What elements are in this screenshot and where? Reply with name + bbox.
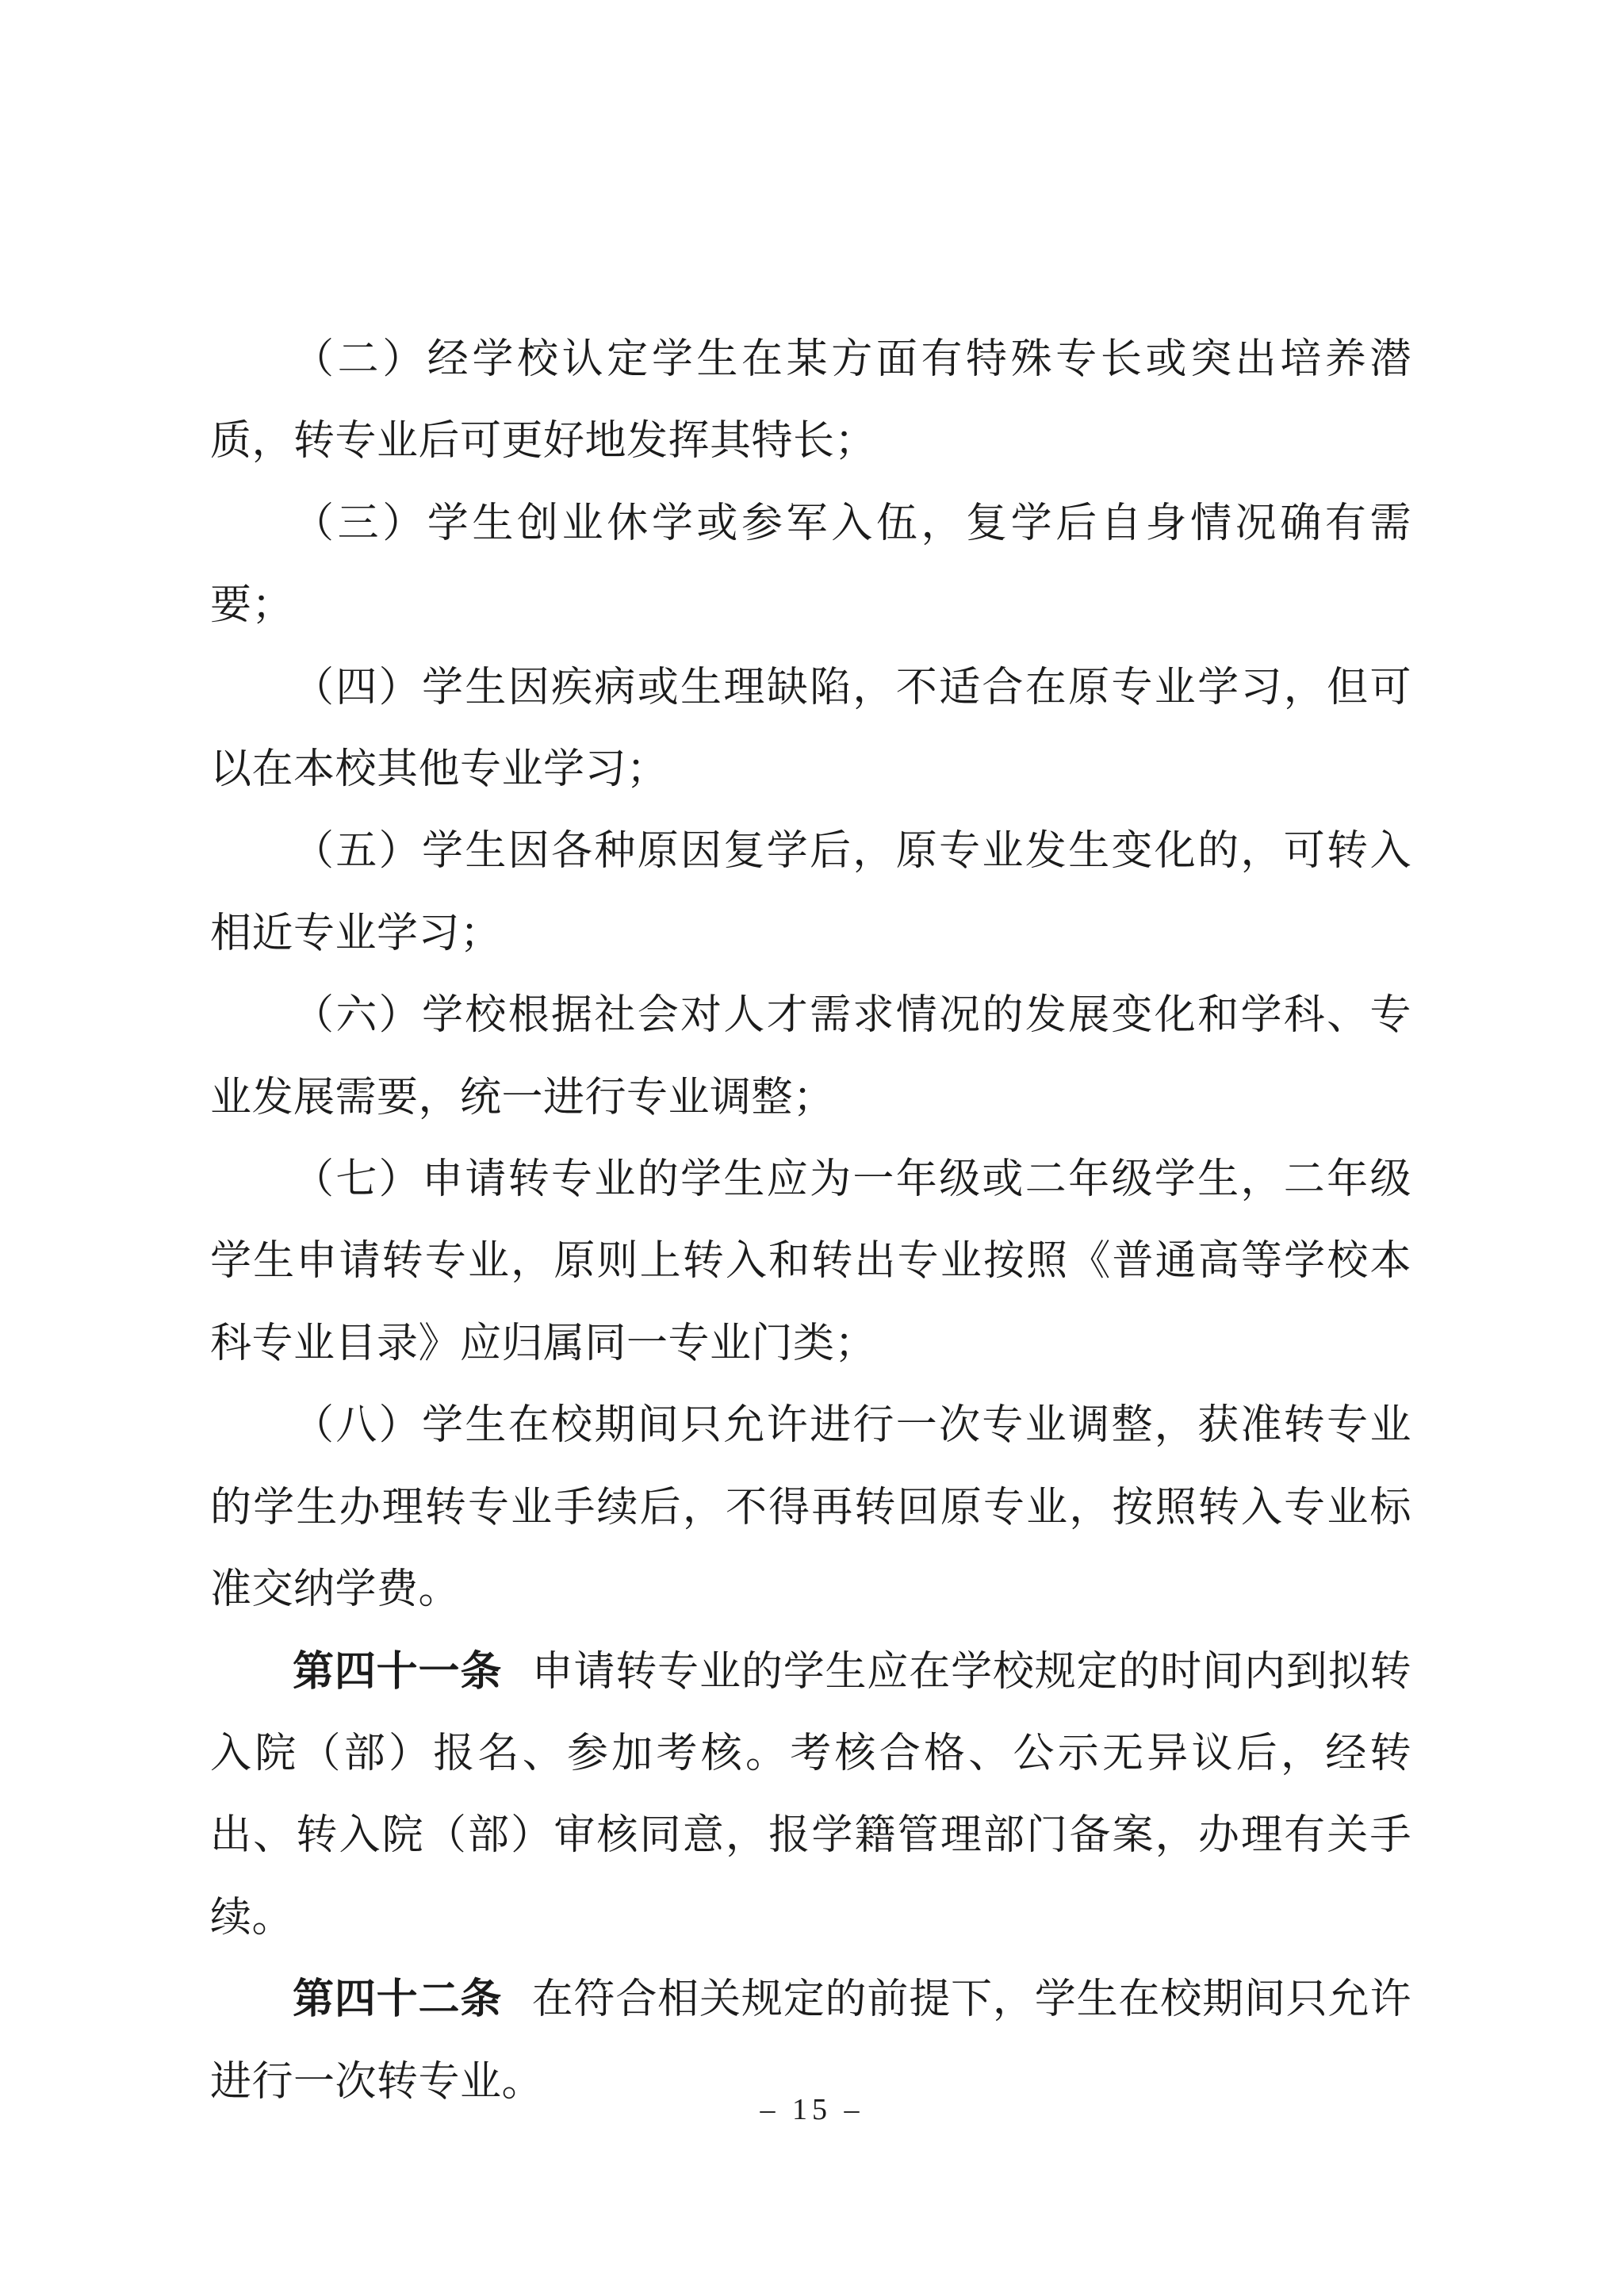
document-paragraph: [210, 975, 1411, 1139]
document-paragraph: [210, 1139, 1411, 1385]
paragraph-text: 申请转专业的学生应在学校规定的时间内到拟转入院（部）报名、参加考核。考核合格、公示无异议后，经转出、转入院（部）审核同意，报学籍管理部门备案，办理有关手续。: [210, 1649, 1411, 1941]
article-number: 第四十二条: [293, 1977, 503, 2023]
document-body: [210, 319, 1411, 2123]
document-paragraph: [210, 1385, 1411, 1631]
document-paragraph: [210, 811, 1411, 975]
document-paragraph: [210, 319, 1411, 483]
paragraph-text: （六）学校根据社会对人才需求情况的发展变化和学科、专业发展需要，统一进行专业调整；: [210, 993, 1411, 1121]
paragraph-text: （四）学生因疾病或生理缺陷，不适合在原专业学习，但可以在本校其他专业学习；: [210, 665, 1411, 793]
document-paragraph: [210, 483, 1411, 647]
paragraph-text: （三）学生创业休学或参军入伍，复学后自身情况确有需要；: [210, 500, 1411, 629]
paragraph-text: （二）经学校认定学生在某方面有特殊专长或突出培养潜质，转专业后可更好地发挥其特长；: [210, 337, 1411, 465]
document-paragraph: [210, 647, 1411, 811]
paragraph-text: （八）学生在校期间只允许进行一次专业调整，获准转专业的学生办理转专业手续后，不得再转回原专业，按照转入专业标准交纳学费。: [210, 1403, 1411, 1613]
paragraph-text: （五）学生因各种原因复学后，原专业发生变化的，可转入相近专业学习；: [210, 829, 1411, 956]
paragraph-text: （七）申请转专业的学生应为一年级或二年级学生，二年级学生申请转专业，原则上转入和转出专业按照《普通高等学校本科专业目录》应归属同一专业门类；: [210, 1157, 1411, 1366]
article-number: 第四十一条: [293, 1649, 503, 1695]
document-paragraph: [210, 1631, 1411, 1960]
paragraph-text: 在符合相关规定的前提下，学生在校期间只允许进行一次转专业。: [210, 1977, 1411, 2105]
page-number: – 15 –: [760, 2093, 864, 2126]
